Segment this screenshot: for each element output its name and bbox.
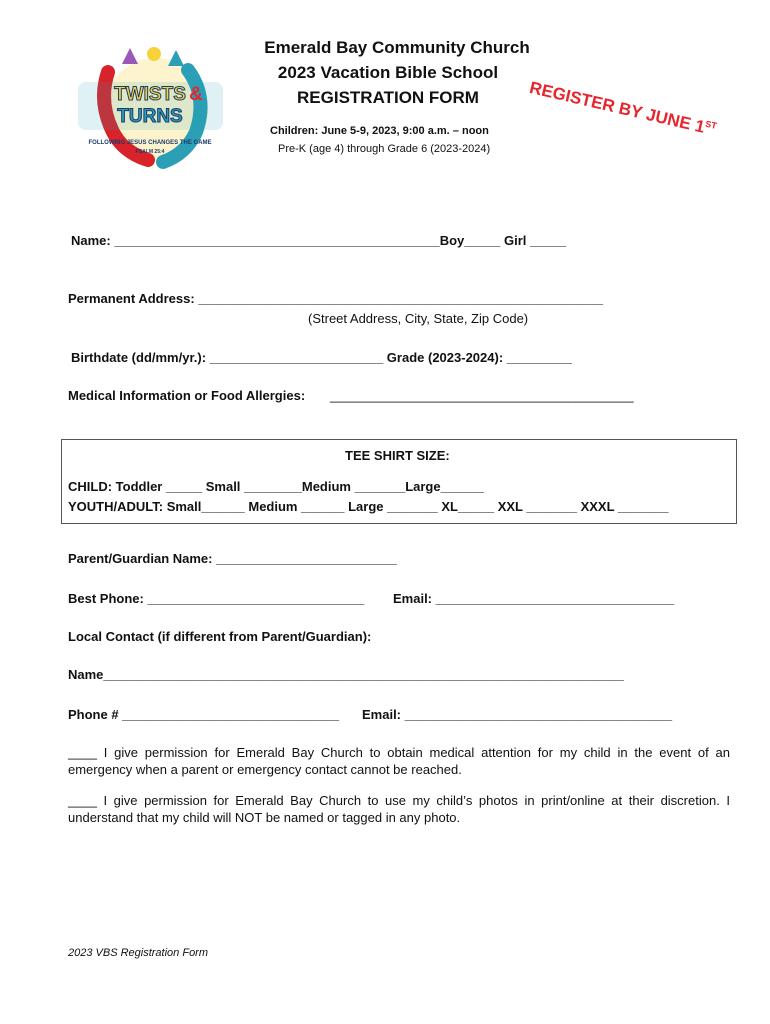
address-hint: (Street Address, City, State, Zip Code): [308, 311, 529, 326]
name-field[interactable]: Name: _____________________________________________Boy_____ Girl _____: [71, 233, 567, 248]
footer-label: 2023 VBS Registration Form: [68, 947, 209, 959]
parent-name-field[interactable]: Parent/Guardian Name: _________________________: [68, 551, 397, 566]
register-deadline: [528, 78, 718, 140]
register-text: REGISTER BY JUNE 1: [527, 78, 707, 137]
logo-line2: TURNS: [117, 106, 183, 127]
local-email-field[interactable]: Email: _____________________________________: [362, 707, 673, 722]
logo-line1: TWISTS: [114, 84, 186, 105]
form-title: REGISTRATION FORM: [297, 88, 479, 107]
photo-permission[interactable]: ____ I give permission for Emerald Bay Church to use my child’s photos in print/online at their discretion. I understand that my child will NOT be named or tagged in any photo.: [68, 793, 730, 825]
email-field[interactable]: Email: _________________________________: [393, 591, 675, 606]
register-sup: ST: [704, 118, 718, 131]
best-phone-field[interactable]: Best Phone: ______________________________: [68, 591, 365, 606]
medical-input-line[interactable]: __________________________________________: [330, 388, 634, 403]
local-name-field[interactable]: Name________________________________________________________________________: [68, 667, 624, 682]
medical-permission[interactable]: ____ I give permission for Emerald Bay Church to obtain medical attention for my child in the event of an emergency when a parent or emergency contact cannot be reached.: [68, 745, 730, 777]
church-name: Emerald Bay Community Church: [264, 38, 530, 57]
tee-youth-sizes[interactable]: YOUTH/ADULT: Small______ Medium ______ Large _______ XL_____ XXL _______ XXXL _______: [68, 499, 669, 514]
grades-range: Pre-K (age 4) through Grade 6 (2023-2024): [278, 143, 491, 155]
logo-amp: &: [189, 84, 203, 105]
birthdate-grade-field[interactable]: Birthdate (dd/mm/yr.): ________________________ Grade (2023-2024): _________: [71, 350, 572, 365]
logo-ref: PSALM 25:4: [135, 149, 165, 155]
medical-label: Medical Information or Food Allergies:: [68, 388, 306, 403]
address-field[interactable]: Permanent Address: ________________________________________________________: [68, 291, 604, 306]
children-dates: Children: June 5-9, 2023, 9:00 a.m. – noon: [270, 125, 489, 137]
logo-tagline: FOLLOWING JESUS CHANGES THE GAME: [88, 140, 212, 146]
tee-child-sizes[interactable]: CHILD: Toddler _____ Small ________Medium _______Large______: [68, 479, 484, 494]
tee-title: TEE SHIRT SIZE:: [345, 448, 450, 463]
local-phone-field[interactable]: Phone # ______________________________: [68, 707, 340, 722]
local-contact-heading: Local Contact (if different from Parent/Guardian):: [68, 629, 372, 644]
program-title: 2023 Vacation Bible School: [277, 63, 499, 82]
